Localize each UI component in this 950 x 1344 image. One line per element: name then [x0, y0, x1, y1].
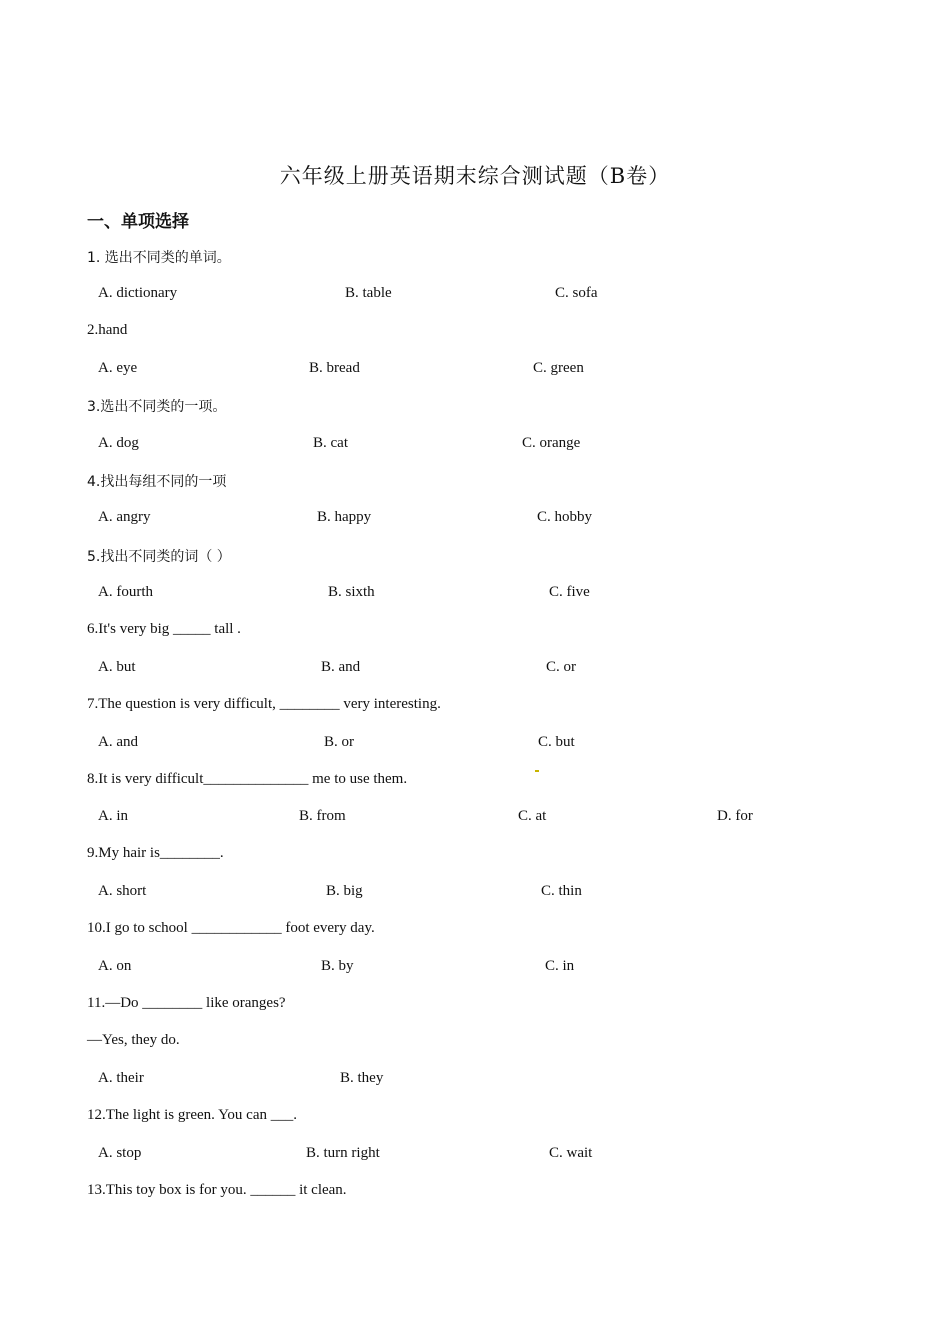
question-9-option-a: A. short	[98, 883, 147, 899]
question-13-stem: 13.This toy box is for you. ______ it clean.	[87, 1182, 347, 1198]
question-7-option-b: B. or	[324, 734, 354, 750]
question-8-stem: 8.It is very difficult______________ me to use them.	[87, 771, 408, 787]
question-7-stem: 7.The question is very difficult, ________ very interesting.	[87, 696, 441, 712]
question-2-option-a: A. eye	[98, 360, 138, 376]
question-7-option-a: A. and	[98, 734, 138, 750]
question-11-option-a: A. their	[98, 1070, 144, 1086]
question-5-option-a: A. fourth	[98, 584, 153, 600]
question-8-option-c: C. at	[518, 808, 547, 824]
question-11-stem: 11.—Do ________ like oranges?	[87, 995, 286, 1011]
question-8-option-d: D. for	[717, 808, 753, 824]
question-4-option-a: A. angry	[98, 509, 151, 525]
question-3-option-a: A. dog	[98, 435, 139, 451]
question-10-stem: 10.I go to school ____________ foot every day.	[87, 920, 375, 936]
question-11-reply: —Yes, they do.	[87, 1032, 180, 1048]
question-3-stem: 3.选出不同类的一项。	[87, 399, 227, 415]
question-1-option-c: C. sofa	[555, 285, 598, 301]
question-9-stem: 9.My hair is________.	[87, 845, 224, 861]
question-2-option-b: B. bread	[309, 360, 360, 376]
question-7-option-c: C. but	[538, 734, 575, 750]
question-3-option-b: B. cat	[313, 435, 348, 451]
question-8-option-a: A. in	[98, 808, 128, 824]
question-9-option-c: C. thin	[541, 883, 582, 899]
question-5-option-c: C. five	[549, 584, 590, 600]
stray-mark	[535, 770, 539, 772]
question-4-option-b: B. happy	[317, 509, 372, 525]
question-10-option-b: B. by	[321, 958, 354, 974]
question-3-option-c: C. orange	[522, 435, 581, 451]
question-12-option-a: A. stop	[98, 1145, 142, 1161]
question-2-stem: 2.hand	[87, 322, 128, 338]
question-10-option-c: C. in	[545, 958, 575, 974]
question-12-option-c: C. wait	[549, 1145, 593, 1161]
question-12-stem: 12.The light is green. You can ___.	[87, 1107, 297, 1123]
page-title: 六年级上册英语期末综合测试题（B卷）	[279, 164, 671, 188]
question-4-stem: 4.找出每组不同的一项	[87, 474, 227, 490]
question-6-stem: 6.It's very big _____ tall .	[87, 621, 241, 637]
section-heading: 一、单项选择	[87, 212, 189, 232]
question-2-option-c: C. green	[533, 360, 584, 376]
question-4-option-c: C. hobby	[537, 509, 593, 525]
question-1-option-b: B. table	[345, 285, 392, 301]
question-5-stem: 5.找出不同类的词（ ）	[87, 549, 231, 565]
question-11-option-b: B. they	[340, 1070, 384, 1086]
question-6-option-c: C. or	[546, 659, 576, 675]
question-6-option-a: A. but	[98, 659, 136, 675]
question-8-option-b: B. from	[299, 808, 346, 824]
question-6-option-b: B. and	[321, 659, 361, 675]
question-1-option-a: A. dictionary	[98, 285, 178, 301]
question-5-option-b: B. sixth	[328, 584, 375, 600]
question-10-option-a: A. on	[98, 958, 132, 974]
question-9-option-b: B. big	[326, 883, 363, 899]
question-1-stem: 1. 选出不同类的单词。	[87, 250, 231, 266]
question-12-option-b: B. turn right	[306, 1145, 380, 1161]
